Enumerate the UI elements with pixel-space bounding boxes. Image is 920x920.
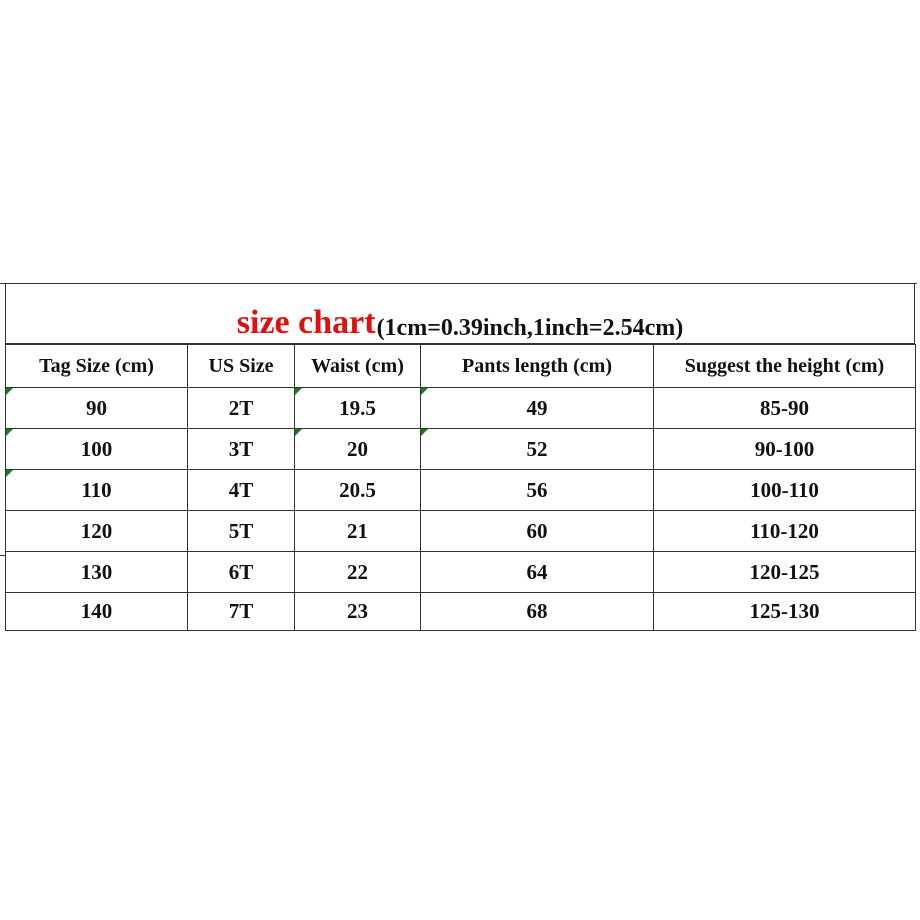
pants-length-cell: 60: [421, 511, 654, 552]
tag-size-cell: [6, 470, 188, 511]
cell-marker: [295, 429, 302, 436]
cell-marker: [6, 388, 13, 395]
header-row: [6, 345, 916, 388]
cell-text: 52: [526, 436, 548, 461]
table-row: [6, 511, 916, 552]
pants-length-cell: [421, 429, 654, 470]
pants-length-cell: [421, 388, 654, 429]
height-cell: 85-90: [654, 388, 916, 429]
cell-text: 90: [86, 395, 107, 420]
table-row: [6, 593, 916, 631]
table-row: [6, 388, 916, 429]
pants-length-cell: 68: [421, 593, 654, 631]
header-tag-size: Tag Size (cm): [6, 345, 188, 388]
pants-length-cell: 64: [421, 552, 654, 593]
waist-cell: 21: [295, 511, 421, 552]
title-row: [5, 283, 915, 344]
height-cell: 110-120: [654, 511, 916, 552]
height-cell: 100-110: [654, 470, 916, 511]
cell-text: 19.5: [339, 395, 376, 420]
left-edge-tick: [0, 555, 5, 556]
waist-cell: 22: [295, 552, 421, 593]
cell-marker: [6, 470, 13, 477]
cell-marker: [421, 429, 428, 436]
cell-marker: [295, 388, 302, 395]
header-waist: Waist (cm): [295, 345, 421, 388]
table-row: [6, 429, 916, 470]
size-table: [5, 344, 916, 631]
header-us-size: US Size: [188, 345, 295, 388]
tag-size-cell: 140: [6, 593, 188, 631]
tag-size-cell: 120: [6, 511, 188, 552]
us-size-cell: 3T: [188, 429, 295, 470]
waist-cell: [295, 429, 421, 470]
us-size-cell: 7T: [188, 593, 295, 631]
us-size-cell: 4T: [188, 470, 295, 511]
height-cell: 90-100: [654, 429, 916, 470]
height-cell: 120-125: [654, 552, 916, 593]
height-cell: 125-130: [654, 593, 916, 631]
header-pants-length: Pants length (cm): [421, 345, 654, 388]
table-row: [6, 552, 916, 593]
us-size-cell: 5T: [188, 511, 295, 552]
cell-text: 110: [81, 477, 112, 502]
tag-size-cell: [6, 429, 188, 470]
cell-text: 100: [80, 436, 113, 461]
conversion-note: (1cm=0.39inch,1inch=2.54cm): [376, 315, 684, 341]
us-size-cell: 6T: [188, 552, 295, 593]
cell-text: 49: [526, 395, 548, 420]
cell-text: 20: [347, 436, 368, 461]
table-row: [6, 470, 916, 511]
chart-title: size chart: [236, 304, 376, 341]
tag-size-cell: [6, 388, 188, 429]
header-suggested-height: Suggest the height (cm): [654, 345, 916, 388]
cell-marker: [6, 429, 13, 436]
waist-cell: 23: [295, 593, 421, 631]
waist-cell: 20.5: [295, 470, 421, 511]
pants-length-cell: 56: [421, 470, 654, 511]
cell-marker: [421, 388, 428, 395]
us-size-cell: 2T: [188, 388, 295, 429]
waist-cell: [295, 388, 421, 429]
tag-size-cell: 130: [6, 552, 188, 593]
